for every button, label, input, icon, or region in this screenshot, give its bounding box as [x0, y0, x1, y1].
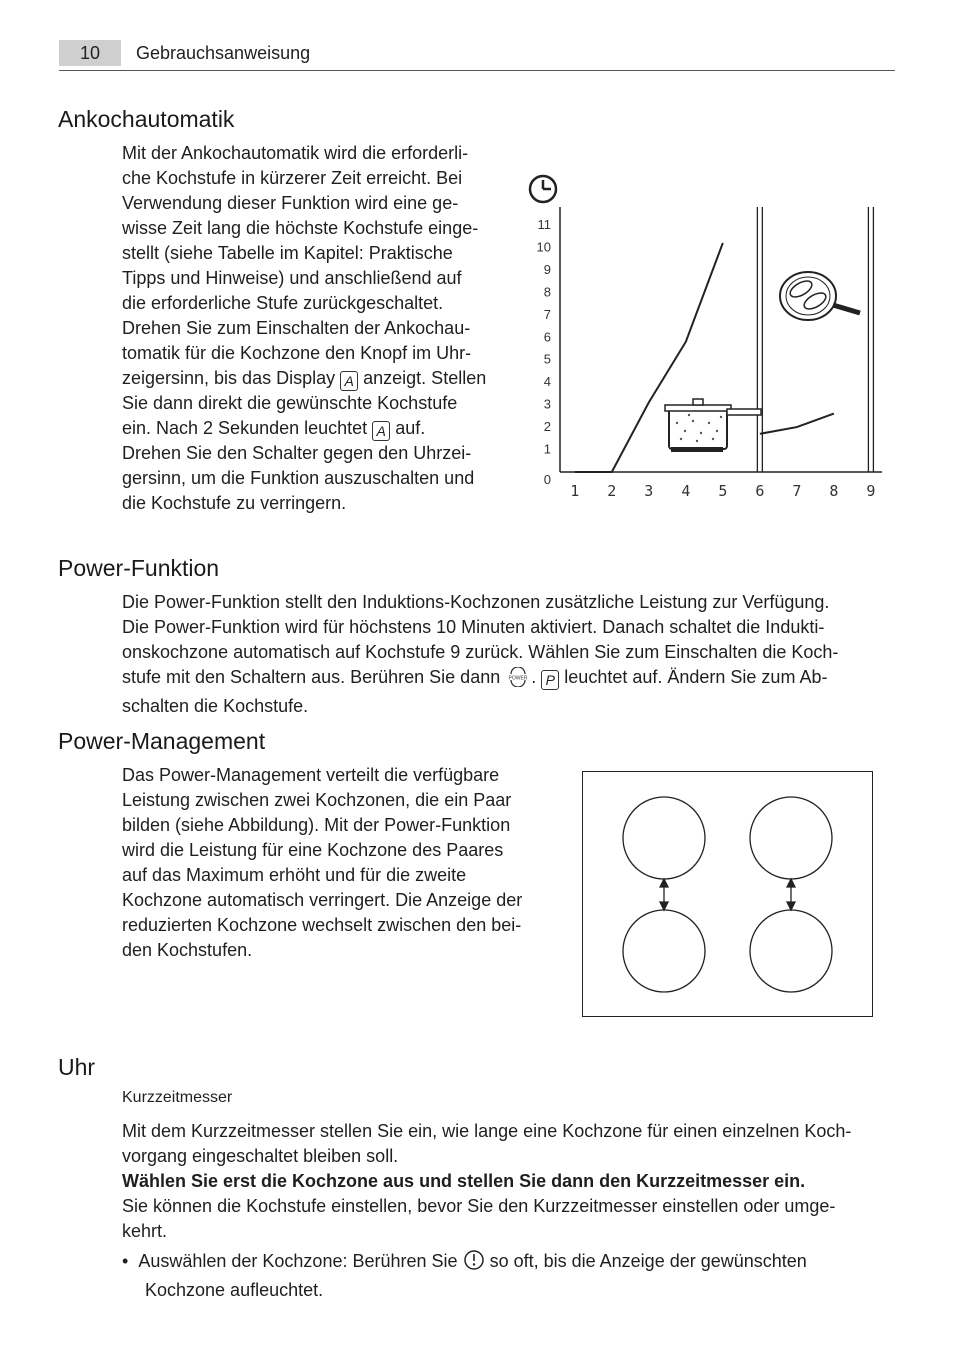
pan-icon — [780, 272, 860, 320]
chart-y-tick-label: 0 — [543, 472, 551, 487]
page-number: 10 — [59, 40, 121, 66]
power-management-text: Das Power-Management verteilt die verfügbare Leistung zwischen zwei Kochzonen, die ein Paar bilden (siehe Abbildung). Mit der Power-Funktion wird die Leistung für eine Kochzone des Paares auf das Maximum erhöht und für die zweite Kochzone automatisch verringert. Die Anzeige der reduzierten Kochzone wechselt zwischen den bei- den Kochstufen. — [122, 765, 523, 960]
chart-series-line — [760, 414, 834, 434]
chart-y-tick-label: 3 — [543, 396, 551, 412]
power-icon — [505, 667, 531, 694]
ankochautomatik-text: Mit der Ankochautomatik wird die erforderli- che Kochstufe in kürzerer Zeit erreicht. Bei Verwendung dieser Funktion wird eine ge- wisse Zeit lang die höchste Kochstufe einge- stellt (siehe Tabelle im Kapitel: Praktische Tipps und Hinweise) und anschließend auf die erforderliche Stufe zurückgeschaltet. Drehen Sie zum Einschalten der Ankochau- tomatik für die Kochzone den Knopf im Uhr- zeigersinn, bis das Display A anzeigt. Stellen Sie dann direkt die gewünschte Kochstufe ein. Nach 2 Sekunden leuchtet A auf. Drehen Sie den Schalter gegen den Uhrzei- gersinn, um die Funktion auszuschalten und die Kochstufe zu verringern. — [122, 143, 487, 513]
chart-y-tick-label: 7 — [543, 306, 551, 322]
timer-icon — [463, 1249, 485, 1278]
chart-y-tick-label: 2 — [543, 419, 551, 435]
chart-x-tick-label: 2 — [607, 482, 617, 500]
chart-y-tick-label: 11 — [537, 216, 551, 232]
chart-x-tick-label: 4 — [681, 482, 691, 500]
chart-y-tick-label: 8 — [543, 284, 551, 300]
cooktop-zone-top-left — [623, 797, 705, 879]
svg-text:POWER: POWER — [508, 675, 528, 682]
chart-x-tick-label: 8 — [829, 482, 839, 500]
display-a-icon: A — [340, 371, 358, 391]
cooktop-zone-top-right — [750, 797, 832, 879]
chart-y-tick-label: 5 — [543, 351, 551, 367]
cooktop-zone-bottom-right — [750, 910, 832, 992]
header-divider — [59, 70, 895, 71]
clock-icon — [530, 176, 556, 202]
ankochautomatik-chart — [525, 165, 895, 510]
display-a-icon: A — [372, 421, 390, 441]
uhr-warning: Wählen Sie erst die Kochzone aus und stellen Sie dann den Kurzzeitmesser ein. — [122, 1171, 806, 1191]
cooktop-diagram — [582, 771, 874, 1018]
uhr-text: Mit dem Kurzzeitmesser stellen Sie ein, wie lange eine Kochzone für einen einzelnen Koch- vorgang eingeschaltet bleiben soll. Wählen Sie erst die Kochzone aus und stellen Sie dann den Kurzzeitmesser ein. Sie können die Kochstufe einstellen, bevor Sie den Kurzzeitmesser einstellen oder umge- kehrt. — [122, 1119, 902, 1244]
section-title-ankochautomatik: Ankochautomatik — [58, 106, 235, 132]
chart-y-tick-label: 6 — [543, 329, 551, 345]
chart-x-tick-label: 3 — [644, 482, 654, 500]
cooktop-zone-bottom-left — [623, 910, 705, 992]
display-p-icon: P — [541, 670, 559, 690]
section-title-power-management: Power-Management — [58, 728, 266, 754]
chart-y-tick-label: 4 — [543, 374, 551, 390]
chart-x-tick-label: 7 — [792, 482, 802, 500]
chart-y-tick-label: 1 — [543, 441, 551, 457]
power-funktion-text: Die Power-Funktion stellt den Induktions-Kochzonen zusätzliche Leistung zur Verfügung. Die Power-Funktion wird für höchstens 10 Minuten aktiviert. Danach schaltet die Indukti- onskochzone automatisch auf Kochstufe 9 zurück. Wählen Sie zum Einschalten die Koch- stufe mit den Schaltern aus. Berühren Sie dann POWER . P leuchtet auf. Ändern Sie zum Ab- schalten die Kochstufe. — [122, 592, 839, 716]
chart-x-tick-label: 5 — [718, 482, 728, 500]
chart-x-tick-label: 9 — [866, 482, 876, 500]
section-title-uhr: Uhr — [58, 1054, 96, 1080]
chart-x-tick-label: 6 — [755, 482, 765, 500]
uhr-subtitle: Kurzzeitmesser — [122, 1089, 233, 1106]
header-title: Gebrauchsanweisung — [136, 43, 311, 63]
pot-icon — [665, 399, 761, 452]
uhr-bullet: • Auswählen der Kochzone: Berühren Sie so oft, bis die Anzeige der gewünschten Kochzone aufleuchtet. — [122, 1251, 807, 1300]
chart-y-tick-label: 10 — [536, 239, 551, 255]
section-title-power-funktion: Power-Funktion — [58, 555, 220, 581]
chart-x-tick-label: 1 — [570, 482, 580, 500]
chart-y-tick-label: 9 — [543, 261, 551, 277]
